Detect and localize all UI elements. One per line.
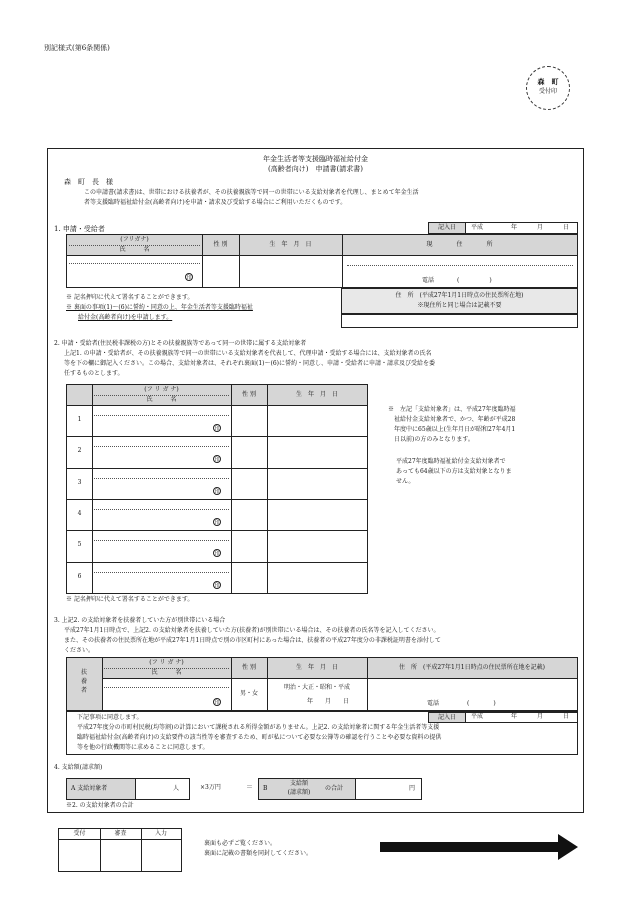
office-col-input: 入力 <box>154 830 167 837</box>
amount-b-unit: 円 <box>409 785 416 792</box>
dependents-furigana-header: (フ リ ガ ナ) <box>144 386 179 393</box>
section4-heading: 4. 支給額(請求額) <box>54 764 103 771</box>
applicant-name-header: 氏 名 <box>119 246 150 253</box>
applicant-dob-header: 生 年 月 日 <box>269 241 312 248</box>
dependent-row-number: 5 <box>77 541 82 548</box>
footer-line1: 裏面も必ずご覧ください。 <box>204 840 277 847</box>
entry-date-year: 年 <box>511 224 518 231</box>
intro-line1: この申請書(請求書)は、世帯における扶養者が、その扶養親族等で同一の世帯にいる支給対象者を代理し、まとめて年金生活 <box>84 189 419 196</box>
dependent-row-number: 3 <box>77 479 82 486</box>
amount-a-box <box>66 778 190 800</box>
section2-heading: 2. 申請・受給者(住民税非課税の方)とその扶養親族等であって同一の世帯に属する支給対象者 <box>54 340 307 347</box>
form-title-line1: 年金生活者等支援臨時福祉給付金 <box>263 155 368 163</box>
section3-desc1: 平成27年1月1日時点で、上記2. の支給対象者を扶養していた方(扶養者)が別世帯にいる場合は、その扶養者の氏名等を記入してください。 <box>64 627 440 634</box>
dependent-seal-mark: 印 <box>214 489 220 495</box>
dependent-seal-mark: 印 <box>214 583 220 589</box>
side-note1-line2: 祉給付金支給対象者で、かつ、年齢が平成28 <box>388 416 516 423</box>
footer-line2: 裏面に記載の書類を同封してください。 <box>204 850 313 857</box>
stamp-line2: 受付印 <box>538 88 557 95</box>
entry-date-day: 日 <box>563 224 570 231</box>
consent-date-day: 日 <box>563 713 570 720</box>
applicant-address-header: 現 住 所 <box>426 241 493 248</box>
consent-text2: 臨時福祉給付金(高齢者向け)の支給要件の該当性等を審査するため、町が私について必要な公簿等の確認を行うことや必要な資料の提供 <box>77 734 442 741</box>
section2-desc3: 任するものとします。 <box>64 370 124 377</box>
stamp-line1: 森 町 <box>537 77 559 86</box>
applicant-sex-header: 性 別 <box>213 241 228 248</box>
dependent-row-number: 1 <box>77 416 82 423</box>
amount-a-label: A 支給対象者 <box>67 779 135 799</box>
amount-a-unit: 人 <box>173 785 180 792</box>
intro-line2: 者等支援臨時福祉給付金(高齢者向け)を申請・請求及び受給する場合にご利用いただくものです。 <box>84 199 347 206</box>
side-note2-line1: 平成27年度臨時福祉給付金支給対象者で <box>396 458 506 465</box>
applicant-seal-mark: 印 <box>186 275 192 281</box>
supporter-phone-paren: ( ) <box>467 700 496 707</box>
consent-label: 下記事項に同意します。 <box>77 714 143 721</box>
consent-date-box <box>428 712 578 723</box>
dependent-row-number: 6 <box>77 573 82 580</box>
dependents-sex-header: 性 別 <box>242 391 256 398</box>
amount-equals: ＝ <box>246 783 253 791</box>
section3-desc2: また、その扶養者の住民票所在地が平成27年1月1日時点で別の市区町村にあった場合は、扶養者の平成27年度分の非課税証明書を添付して <box>64 637 441 644</box>
consent-text1: 平成27年度分の市町村民税(均等割)の計算において課税される所得金額がありません。上記2. の支給対象者に関する年金生活者等支援 <box>77 724 440 731</box>
next-page-arrow-icon <box>380 832 580 862</box>
supporter-address-header: 住 所 (平成27年1月1日時点の住民票所在地を記載) <box>399 664 545 671</box>
registered-address-note1: 住 所 (平成27年1月1日時点の住民票所在地) <box>395 292 524 299</box>
entry-date-era: 平成 <box>471 224 484 231</box>
side-note2-line2: あっても64歳以下の方は支給対象となりま <box>396 468 512 475</box>
consent-date-label: 記入日 <box>429 713 465 722</box>
section3-desc3: ください。 <box>64 647 95 654</box>
section2-desc2: 等を下の欄に御記入ください。この場合、支給対象者は、それぞれ裏面(1)～(6)に誓約・同意し、申請・受給者に申請・請求及び受給を委 <box>64 360 436 367</box>
amount-b-box <box>258 778 422 800</box>
office-col-review: 審査 <box>114 830 127 837</box>
dependent-row-number: 2 <box>77 447 82 454</box>
entry-date-month: 月 <box>537 224 544 231</box>
consent-date-year: 年 <box>511 713 518 720</box>
registered-address-field[interactable] <box>341 314 578 328</box>
applicant-registered-address <box>341 288 578 314</box>
office-col-reception: 受付 <box>73 830 86 837</box>
applicant-phone-label: 電話 <box>422 277 435 284</box>
reception-stamp <box>526 66 570 110</box>
section2-desc1: 上記1. の申請・受給者が、その扶養親族等で同一の世帯にいる支給対象者を代表して、代理申請・受給する場合には、支給対象者の氏名 <box>64 350 432 357</box>
amount-b-sum: の合計 <box>325 785 344 792</box>
form-title-line2: (高齢者向け) 申請書(請求書) <box>268 165 363 173</box>
office-use-table <box>58 828 182 872</box>
dependent-seal-mark: 印 <box>214 520 220 526</box>
amount-b-label2: (請求額) <box>287 789 311 796</box>
entry-date-label: 記入日 <box>429 223 465 233</box>
dependents-dob-header: 生 年 月 日 <box>295 391 338 398</box>
supporter-name-header: 氏 名 <box>151 669 182 676</box>
form-code: 別記様式(第6条関係) <box>44 44 110 52</box>
amount-multiplier: ×3万円 <box>200 784 221 791</box>
section1-heading: 1. 申請・受給者 <box>54 225 105 233</box>
amount-b-label1: 支給額 <box>289 780 308 787</box>
dependent-seal-mark: 印 <box>214 426 220 432</box>
section1-note1: ※ 記名押印に代えて署名することができます。 <box>66 294 194 301</box>
registered-address-note2: ※現住所と同じ場合は記載不要 <box>417 302 502 309</box>
section2-note: ※ 記名押印に代えて署名することができます。 <box>66 596 194 603</box>
consent-date-era: 平成 <box>471 713 484 720</box>
section1-note2a: ※ 裏面の事項(1)～(6)に誓約・同意の上、年金生活者等支援臨時福祉 <box>66 304 253 311</box>
applicant-table <box>66 234 578 288</box>
applicant-furigana-header: (フリガナ) <box>120 236 149 243</box>
section4-note: ※2. の支給対象者の合計 <box>66 802 134 809</box>
supporter-sex-value[interactable]: 男・女 <box>239 690 258 697</box>
supporter-vertical-label: 扶養者 <box>81 669 88 694</box>
supporter-table <box>66 657 578 711</box>
entry-date-box <box>428 222 578 234</box>
supporter-sex-header: 性 別 <box>242 664 256 671</box>
supporter-furigana-header: (フ リ ガ ナ) <box>149 659 184 666</box>
supporter-era-options[interactable]: 明治・大正・昭和・平成 <box>283 684 350 691</box>
supporter-ymd: 年 月 日 <box>307 698 350 705</box>
dependents-name-header: 氏 名 <box>146 396 177 403</box>
dependent-seal-mark: 印 <box>214 551 220 557</box>
consent-text3: 等を他の行政機関等に求めることに同意します。 <box>77 744 209 751</box>
section1-note2b: 給付金(高齢者向け)を申請します。 <box>78 314 173 321</box>
dependent-row-number: 4 <box>77 510 82 517</box>
applicant-phone-paren: ( ) <box>457 277 492 284</box>
consent-date-month: 月 <box>537 713 544 720</box>
dependent-seal-mark: 印 <box>214 457 220 463</box>
side-note2-line3: せん。 <box>396 478 415 485</box>
section3-heading: 3. 上記2. の支給対象者を扶養者していた方が別世帯にいる場合 <box>54 617 226 624</box>
side-note1-line4: 日以前)の方のみとなります。 <box>388 436 474 443</box>
addressee: 森 町 長 様 <box>64 178 113 186</box>
supporter-dob-header: 生 年 月 日 <box>295 664 338 671</box>
dependents-table <box>66 384 368 594</box>
side-note1-line1: ※ 左記「支給対象者」は、平成27年度臨時福 <box>388 406 516 413</box>
supporter-phone-label: 電話 <box>427 700 440 707</box>
supporter-seal-mark: 印 <box>214 700 220 706</box>
side-note1-line3: 年度中に65歳以上(生年月日が昭和27年4月1 <box>388 426 516 433</box>
amount-b-letter: B <box>263 785 268 792</box>
